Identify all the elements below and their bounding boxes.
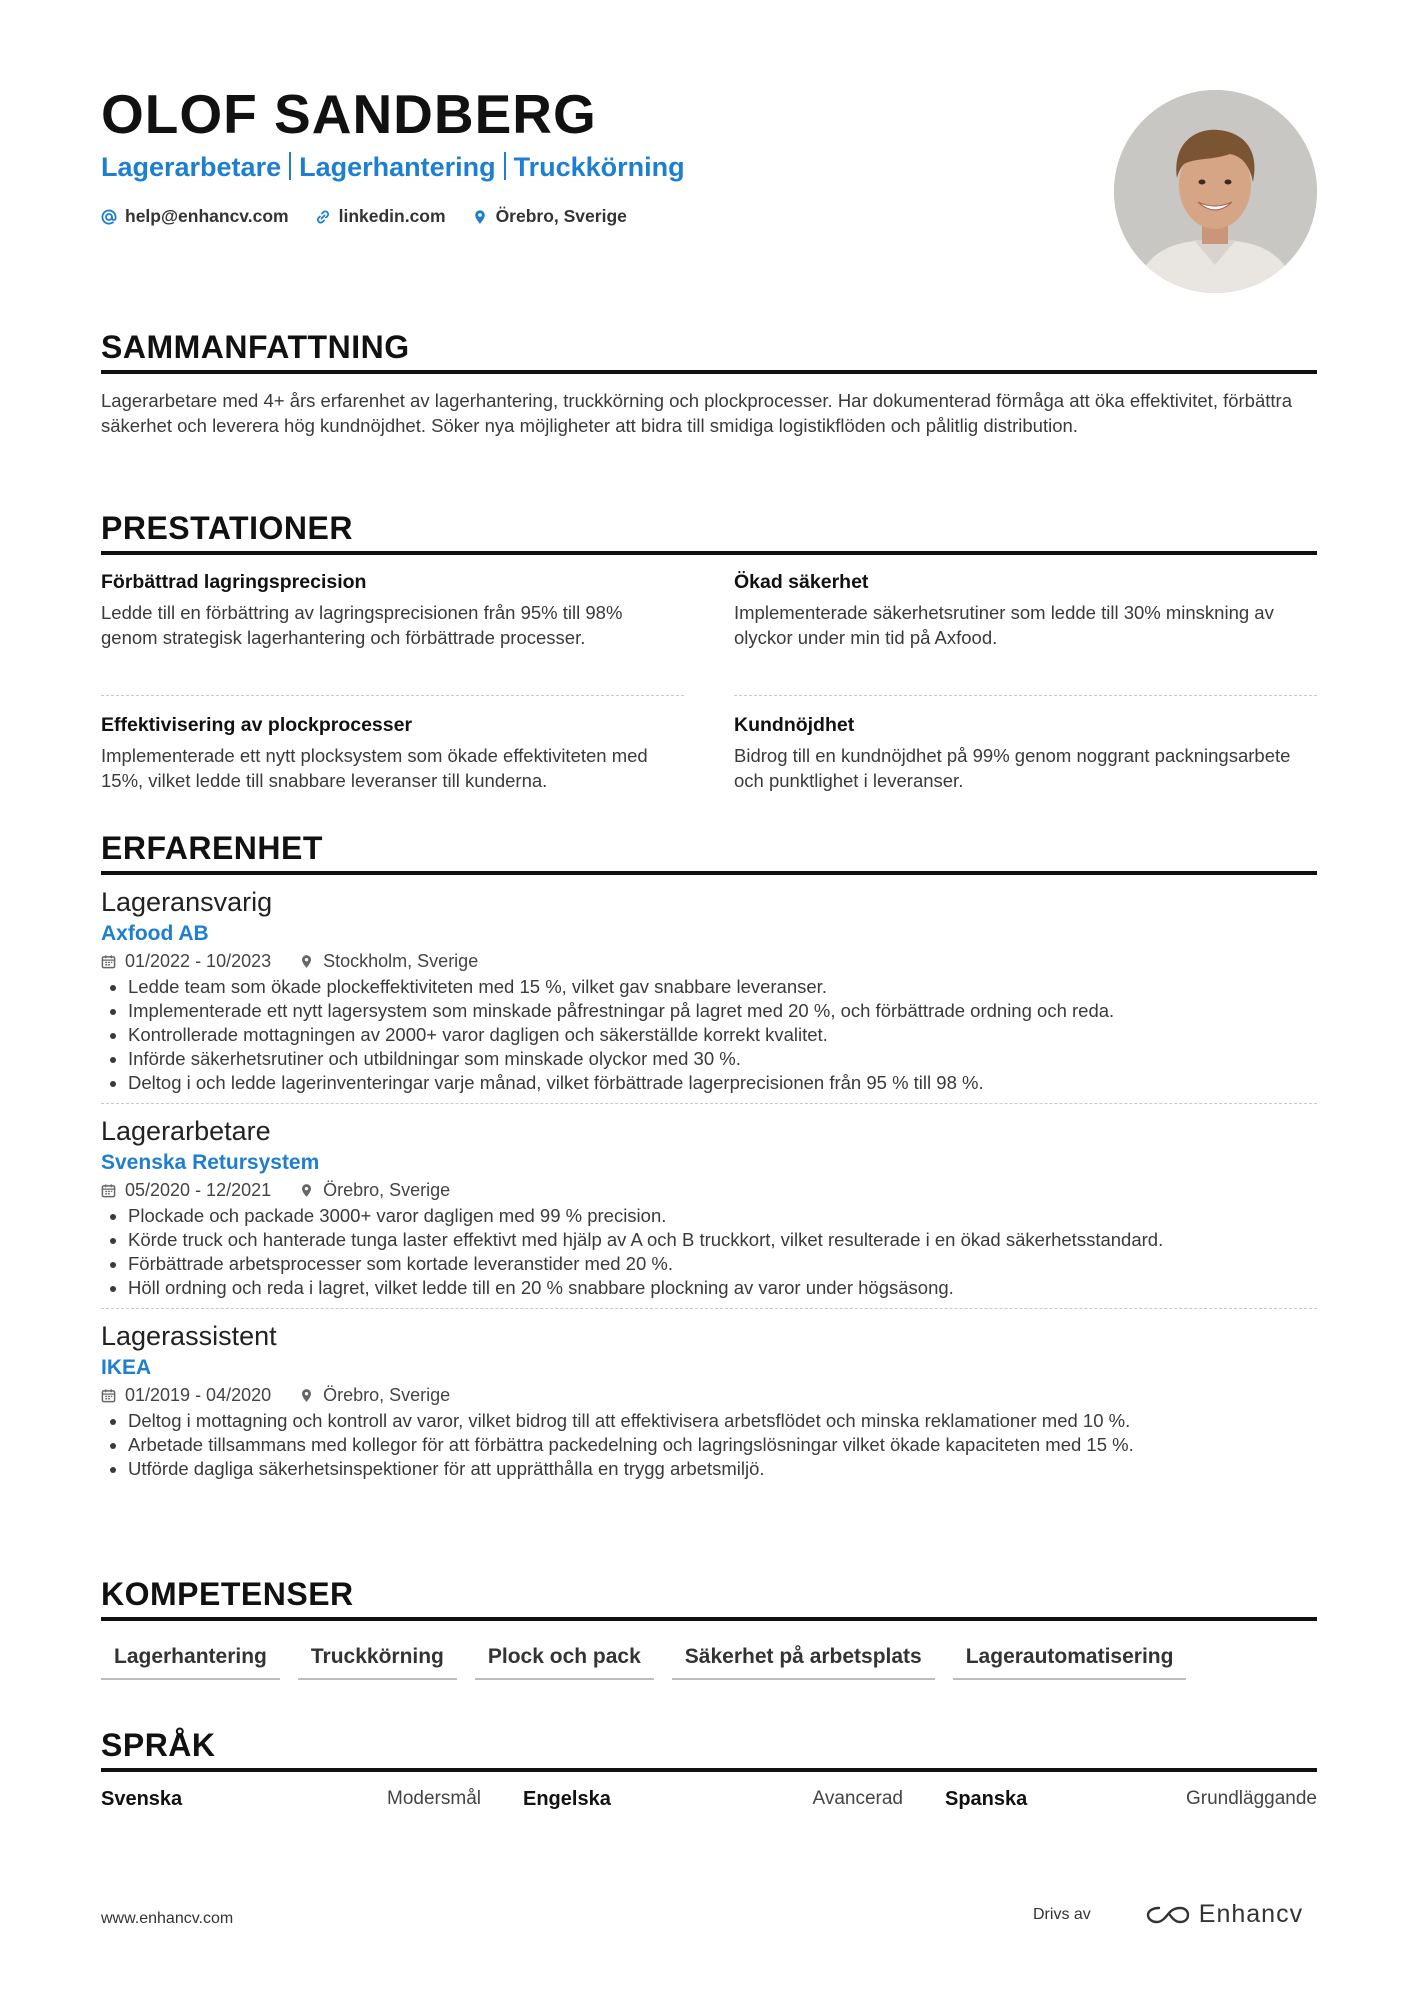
enhancv-logo-text: Enhancv xyxy=(1198,1900,1304,1928)
skills-list xyxy=(101,1645,1317,1680)
job-bullet: • Införde säkerhetsrutiner och utbildningar som minskade olyckor med 30 %. xyxy=(128,1047,1317,1071)
contact-email[interactable] xyxy=(101,206,289,227)
languages-list xyxy=(101,1788,1317,1811)
job-bullet: • Deltog i och ledde lagerinventeringar varje månad, vilket förbättrade lagerprecisionen från 95 % till 98 %. xyxy=(128,1071,1317,1095)
job-bullets xyxy=(101,1409,1317,1481)
job-meta xyxy=(101,1180,1317,1201)
achievement-title: Förbättrad lagringsprecision xyxy=(101,571,367,593)
contact-linkedin-text: linkedin.com xyxy=(338,206,446,226)
candidate-name: OLOF SANDBERG xyxy=(101,83,597,145)
achievements-section xyxy=(101,510,1317,805)
achievement-description: Bidrog till en kundnöjdhet på 99% genom noggrant packningsarbete och punktlighet i leveranser. xyxy=(734,745,1291,791)
location-pin-icon xyxy=(299,954,314,969)
job-bullet: • Deltog i mottagning och kontroll av varor, vilket bidrog till att effektivisera arbetsflödet och minska reklamationer med 10 %. xyxy=(128,1409,1317,1433)
job-bullet: • Arbetade tillsammans med kollegor för att förbättra packedelning och lagringslösningar vilket ökade kapaciteten med 15 %. xyxy=(128,1433,1317,1457)
calendar-icon xyxy=(101,1183,116,1198)
contact-location xyxy=(472,206,627,227)
job-bullets xyxy=(101,1204,1317,1300)
achievements-grid xyxy=(101,571,1317,805)
achievement-item xyxy=(101,571,684,696)
location-pin-icon xyxy=(299,1183,314,1198)
enhancv-logo[interactable] xyxy=(1145,1900,1303,1929)
footer-brand xyxy=(1033,1900,1303,1929)
language-level: Modersmål xyxy=(387,1788,481,1809)
job-bullet: • Ledde team som ökade plockeffektiviteten med 15 %, vilket gav snabbare leveranser. xyxy=(128,975,1317,999)
powered-by-label: Drivs av xyxy=(1033,1905,1091,1923)
language-item xyxy=(101,1788,481,1811)
achievement-title: Kundnöjdhet xyxy=(734,714,855,736)
language-item xyxy=(523,1788,903,1811)
achievement-title: Effektivisering av plockprocesser xyxy=(101,714,413,736)
contact-email-text: help@enhancv.com xyxy=(125,206,289,226)
skills-section xyxy=(101,1576,1317,1680)
job-meta xyxy=(101,951,1317,972)
job-entry xyxy=(101,1309,1317,1489)
headline-separator xyxy=(504,152,506,180)
language-level: Grundläggande xyxy=(1186,1788,1317,1809)
job-title: Lageransvarig xyxy=(101,887,273,917)
job-bullet: • Körde truck och hanterade tunga laster effektivt med hjälp av A och B truckkort, vilket resulterade i en ökad säkerhetsstandard. xyxy=(128,1228,1317,1252)
achievement-item xyxy=(101,714,684,805)
skill-tag: Plock och pack xyxy=(475,1645,654,1680)
contact-linkedin[interactable] xyxy=(315,206,446,227)
company-name: Svenska Retursystem xyxy=(101,1151,320,1174)
calendar-icon xyxy=(101,954,116,969)
job-location: Stockholm, Sverige xyxy=(299,951,478,972)
company-name: IKEA xyxy=(101,1356,152,1379)
section-title-experience: ERFARENHET xyxy=(101,830,1317,875)
footer-website-link[interactable]: www.enhancv.com xyxy=(101,1910,234,1927)
job-bullet: • Förbättrade arbetsprocesser som kortade leveranstider med 20 %. xyxy=(128,1252,1317,1276)
languages-section xyxy=(101,1727,1317,1811)
job-dates: 05/2020 - 12/2021 xyxy=(101,1180,271,1201)
job-entry xyxy=(101,875,1317,1104)
location-pin-icon xyxy=(472,209,488,225)
job-bullet: • Implementerade ett nytt lagersystem som minskade påfrestningar på lagret med 20 %, och förbättrade ordning och reda. xyxy=(128,999,1317,1023)
headline-item: Truckkörning xyxy=(513,152,685,182)
skill-tag: Lagerautomatisering xyxy=(953,1645,1187,1680)
location-pin-icon xyxy=(299,1388,314,1403)
section-title-languages: SPRÅK xyxy=(101,1727,1317,1772)
job-bullet: • Kontrollerade mottagningen av 2000+ varor dagligen och säkerställde korrekt kvalitet. xyxy=(128,1023,1317,1047)
job-dates: 01/2022 - 10/2023 xyxy=(101,951,271,972)
language-item xyxy=(945,1788,1317,1811)
company-name: Axfood AB xyxy=(101,922,209,945)
contact-info xyxy=(101,206,627,227)
calendar-icon xyxy=(101,1388,116,1403)
headline-separator xyxy=(289,152,291,180)
job-meta xyxy=(101,1385,1317,1406)
achievement-item xyxy=(734,714,1317,805)
job-bullet: • Utförde dagliga säkerhetsinspektioner för att upprätthålla en trygg arbetsmiljö. xyxy=(128,1457,1317,1481)
skill-tag: Säkerhet på arbetsplats xyxy=(672,1645,935,1680)
language-name: Engelska xyxy=(523,1788,611,1810)
achievement-description: Implementerade ett nytt plocksystem som ökade effektiviteten med 15%, vilket ledde till snabbare leveranser till kunderna. xyxy=(101,745,648,791)
skill-tag: Truckkörning xyxy=(298,1645,457,1680)
achievement-title: Ökad säkerhet xyxy=(734,571,869,593)
achievement-description: Ledde till en förbättring av lagringsprecisionen från 95% till 98% genom strategisk lagerhantering och förbättrade processer. xyxy=(101,602,623,648)
job-entry xyxy=(101,1104,1317,1309)
headline-item: Lagerhantering xyxy=(299,152,496,182)
job-bullet: • Höll ordning och reda i lagret, vilket ledde till en 20 % snabbare plockning av varor under högsäsong. xyxy=(128,1276,1317,1300)
language-name: Svenska xyxy=(101,1788,183,1810)
language-level: Avancerad xyxy=(812,1788,903,1809)
contact-location-text: Örebro, Sverige xyxy=(495,206,627,226)
job-title: Lagerassistent xyxy=(101,1321,277,1351)
job-title: Lagerarbetare xyxy=(101,1116,271,1146)
experience-section xyxy=(101,830,1317,1489)
job-dates: 01/2019 - 04/2020 xyxy=(101,1385,271,1406)
job-bullet: • Plockade och packade 3000+ varor dagligen med 99 % precision. xyxy=(128,1204,1317,1228)
section-title-skills: KOMPETENSER xyxy=(101,1576,1317,1621)
achievement-item xyxy=(734,571,1317,696)
job-location: Örebro, Sverige xyxy=(299,1180,450,1201)
section-title-summary: SAMMANFATTNING xyxy=(101,329,1317,374)
at-icon xyxy=(101,209,117,225)
headline-item: Lagerarbetare xyxy=(101,152,282,182)
link-icon xyxy=(315,209,331,225)
job-location: Örebro, Sverige xyxy=(299,1385,450,1406)
headline xyxy=(101,152,685,183)
enhancv-logo-icon xyxy=(1145,1904,1191,1926)
skill-tag: Lagerhantering xyxy=(101,1645,280,1680)
profile-photo xyxy=(1114,90,1317,293)
language-name: Spanska xyxy=(945,1788,1028,1810)
section-title-achievements: PRESTATIONER xyxy=(101,510,1317,555)
summary-section xyxy=(101,329,1317,438)
job-bullets xyxy=(101,975,1317,1095)
achievement-description: Implementerade säkerhetsrutiner som ledde till 30% minskning av olyckor under min tid på Axfood. xyxy=(734,602,1274,648)
summary-text: Lagerarbetare med 4+ års erfarenhet av lagerhantering, truckkörning och plockprocesser. Har dokumenterad förmåga att öka effektivitet, förbättra säkerhet och leverera hög kundnöjdhet. Söker nya möjligheter att bidra till smidiga logistikflöden och pålitlig distribution. xyxy=(101,390,1292,436)
